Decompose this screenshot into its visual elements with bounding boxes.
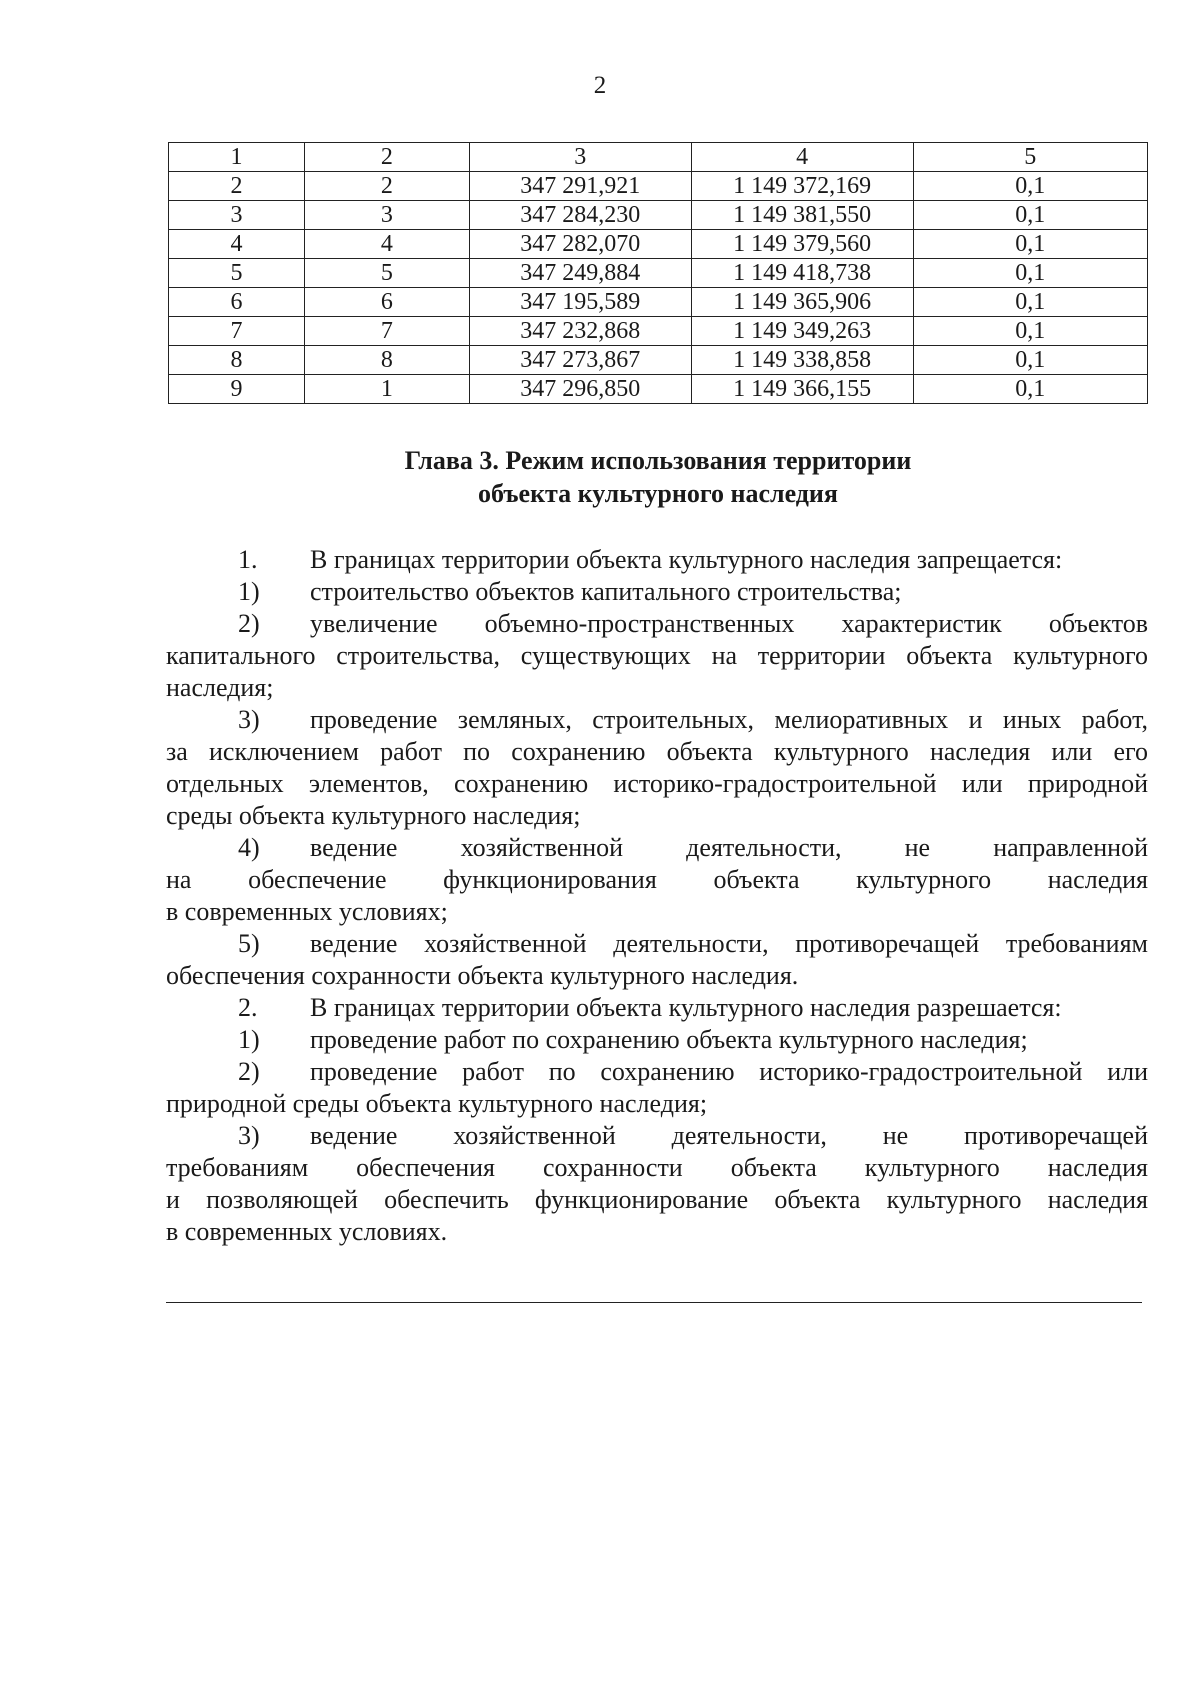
table-cell: 1 149 365,906	[691, 288, 913, 317]
list-item-text: и позволяющей обеспечить функционирование объекта культурного наследия	[166, 1185, 1148, 1214]
list-item	[166, 544, 1148, 576]
table-row	[169, 288, 1148, 317]
table-cell: 6	[305, 288, 470, 317]
table-cell: 347 232,868	[469, 317, 691, 346]
list-item-text: В границах территории объекта культурного наследия разрешается:	[310, 993, 1062, 1022]
table-cell: 5	[305, 259, 470, 288]
table-row	[169, 201, 1148, 230]
list-item-text: проведение работ по сохранению историко-градостроительной или	[310, 1057, 1148, 1086]
table-cell: 0,1	[913, 172, 1147, 201]
list-item-text: строительство объектов капитального строительства;	[310, 577, 902, 606]
list-item-text: среды объекта культурного наследия;	[166, 801, 581, 830]
table-cell: 6	[169, 288, 305, 317]
list-item-marker: 4)	[238, 833, 260, 862]
table-cell: 8	[169, 346, 305, 375]
list-item	[166, 1120, 1148, 1248]
list-item-text: ведение хозяйственной деятельности, противоречащей требованиям	[310, 929, 1148, 958]
list-item-text: в современных условиях.	[166, 1217, 448, 1246]
table-cell: 3	[469, 143, 691, 172]
table-cell: 0,1	[913, 230, 1147, 259]
table-row	[169, 259, 1148, 288]
chapter-heading-line-2: объекта культурного наследия	[478, 479, 838, 508]
table-cell: 0,1	[913, 288, 1147, 317]
list-item-marker: 1)	[238, 1025, 260, 1054]
table-cell: 2	[169, 172, 305, 201]
list-item-marker: 1)	[238, 577, 260, 606]
table-cell: 4	[169, 230, 305, 259]
list-item-text: природной среды объекта культурного наследия;	[166, 1089, 708, 1118]
table-cell: 0,1	[913, 259, 1147, 288]
list-item-marker: 2.	[238, 993, 258, 1022]
list-item-text: проведение работ по сохранению объекта культурного наследия;	[310, 1025, 1028, 1054]
table-cell: 1 149 418,738	[691, 259, 913, 288]
list-item-marker: 3)	[238, 1121, 260, 1150]
table-cell: 5	[913, 143, 1147, 172]
list-item-text: проведение земляных, строительных, мелиоративных и иных работ,	[310, 705, 1148, 734]
table-cell: 5	[169, 259, 305, 288]
table-cell: 8	[305, 346, 470, 375]
bottom-rule	[166, 1302, 1142, 1303]
list-item-text: за исключением работ по сохранению объекта культурного наследия или его	[166, 737, 1148, 766]
list-item-text: в современных условиях;	[166, 897, 448, 926]
table-row	[169, 230, 1148, 259]
table-row	[169, 172, 1148, 201]
list-item-text: ведение хозяйственной деятельности, не противоречащей	[310, 1121, 1148, 1150]
table-cell: 347 195,589	[469, 288, 691, 317]
table-cell: 347 291,921	[469, 172, 691, 201]
table-cell: 0,1	[913, 317, 1147, 346]
table-cell: 0,1	[913, 375, 1147, 404]
table-cell: 4	[305, 230, 470, 259]
list-item-text: увеличение объемно-пространственных характеристик объектов	[310, 609, 1148, 638]
page-number: 2	[593, 72, 607, 99]
list-item	[166, 928, 1148, 992]
table-cell: 347 296,850	[469, 375, 691, 404]
table-cell: 0,1	[913, 346, 1147, 375]
table-cell: 9	[169, 375, 305, 404]
table-cell: 3	[169, 201, 305, 230]
table-row	[169, 317, 1148, 346]
chapter-body	[166, 544, 1148, 1248]
table-cell: 1 149 379,560	[691, 230, 913, 259]
list-item	[166, 608, 1148, 704]
table-cell: 2	[305, 143, 470, 172]
table-cell: 4	[691, 143, 913, 172]
chapter-heading	[168, 444, 1148, 510]
list-item-marker: 1.	[238, 545, 258, 574]
table-cell: 3	[305, 201, 470, 230]
list-item	[166, 576, 1148, 608]
list-item-text: на обеспечение функционирования объекта культурного наследия	[166, 865, 1148, 894]
list-item-text: капитального строительства, существующих на территории объекта культурного	[166, 641, 1148, 670]
table-cell: 347 284,230	[469, 201, 691, 230]
table-cell: 347 282,070	[469, 230, 691, 259]
list-item-text: наследия;	[166, 673, 274, 702]
list-item-marker: 2)	[238, 1057, 260, 1086]
list-item-marker: 5)	[238, 929, 260, 958]
list-item	[166, 832, 1148, 928]
list-item-marker: 3)	[238, 705, 260, 734]
list-item-text: обеспечения сохранности объекта культурного наследия.	[166, 961, 799, 990]
table-cell: 1 149 366,155	[691, 375, 913, 404]
table-cell: 1	[305, 375, 470, 404]
table-row	[169, 346, 1148, 375]
list-item-text: ведение хозяйственной деятельности, не направленной	[310, 833, 1148, 862]
table-cell: 1	[169, 143, 305, 172]
list-item-text: В границах территории объекта культурного наследия запрещается:	[310, 545, 1063, 574]
table-cell: 1 149 338,858	[691, 346, 913, 375]
chapter-heading-line-1: Глава 3. Режим использования территории	[404, 446, 912, 475]
table-cell: 347 249,884	[469, 259, 691, 288]
list-item	[166, 1024, 1148, 1056]
table-cell: 347 273,867	[469, 346, 691, 375]
list-item-text: требованиям обеспечения сохранности объекта культурного наследия	[166, 1153, 1148, 1182]
table-cell: 7	[169, 317, 305, 346]
list-item-marker: 2)	[238, 609, 260, 638]
table-header-row	[169, 143, 1148, 172]
list-item-text: отдельных элементов, сохранению историко-градостроительной или природной	[166, 769, 1148, 798]
table-cell: 0,1	[913, 201, 1147, 230]
table-cell: 2	[305, 172, 470, 201]
table-cell: 7	[305, 317, 470, 346]
table-cell: 1 149 349,263	[691, 317, 913, 346]
table-cell: 1 149 381,550	[691, 201, 913, 230]
table-cell: 1 149 372,169	[691, 172, 913, 201]
table-row	[169, 375, 1148, 404]
list-item	[166, 704, 1148, 832]
coordinates-table	[168, 142, 1148, 404]
list-item	[166, 992, 1148, 1024]
list-item	[166, 1056, 1148, 1120]
